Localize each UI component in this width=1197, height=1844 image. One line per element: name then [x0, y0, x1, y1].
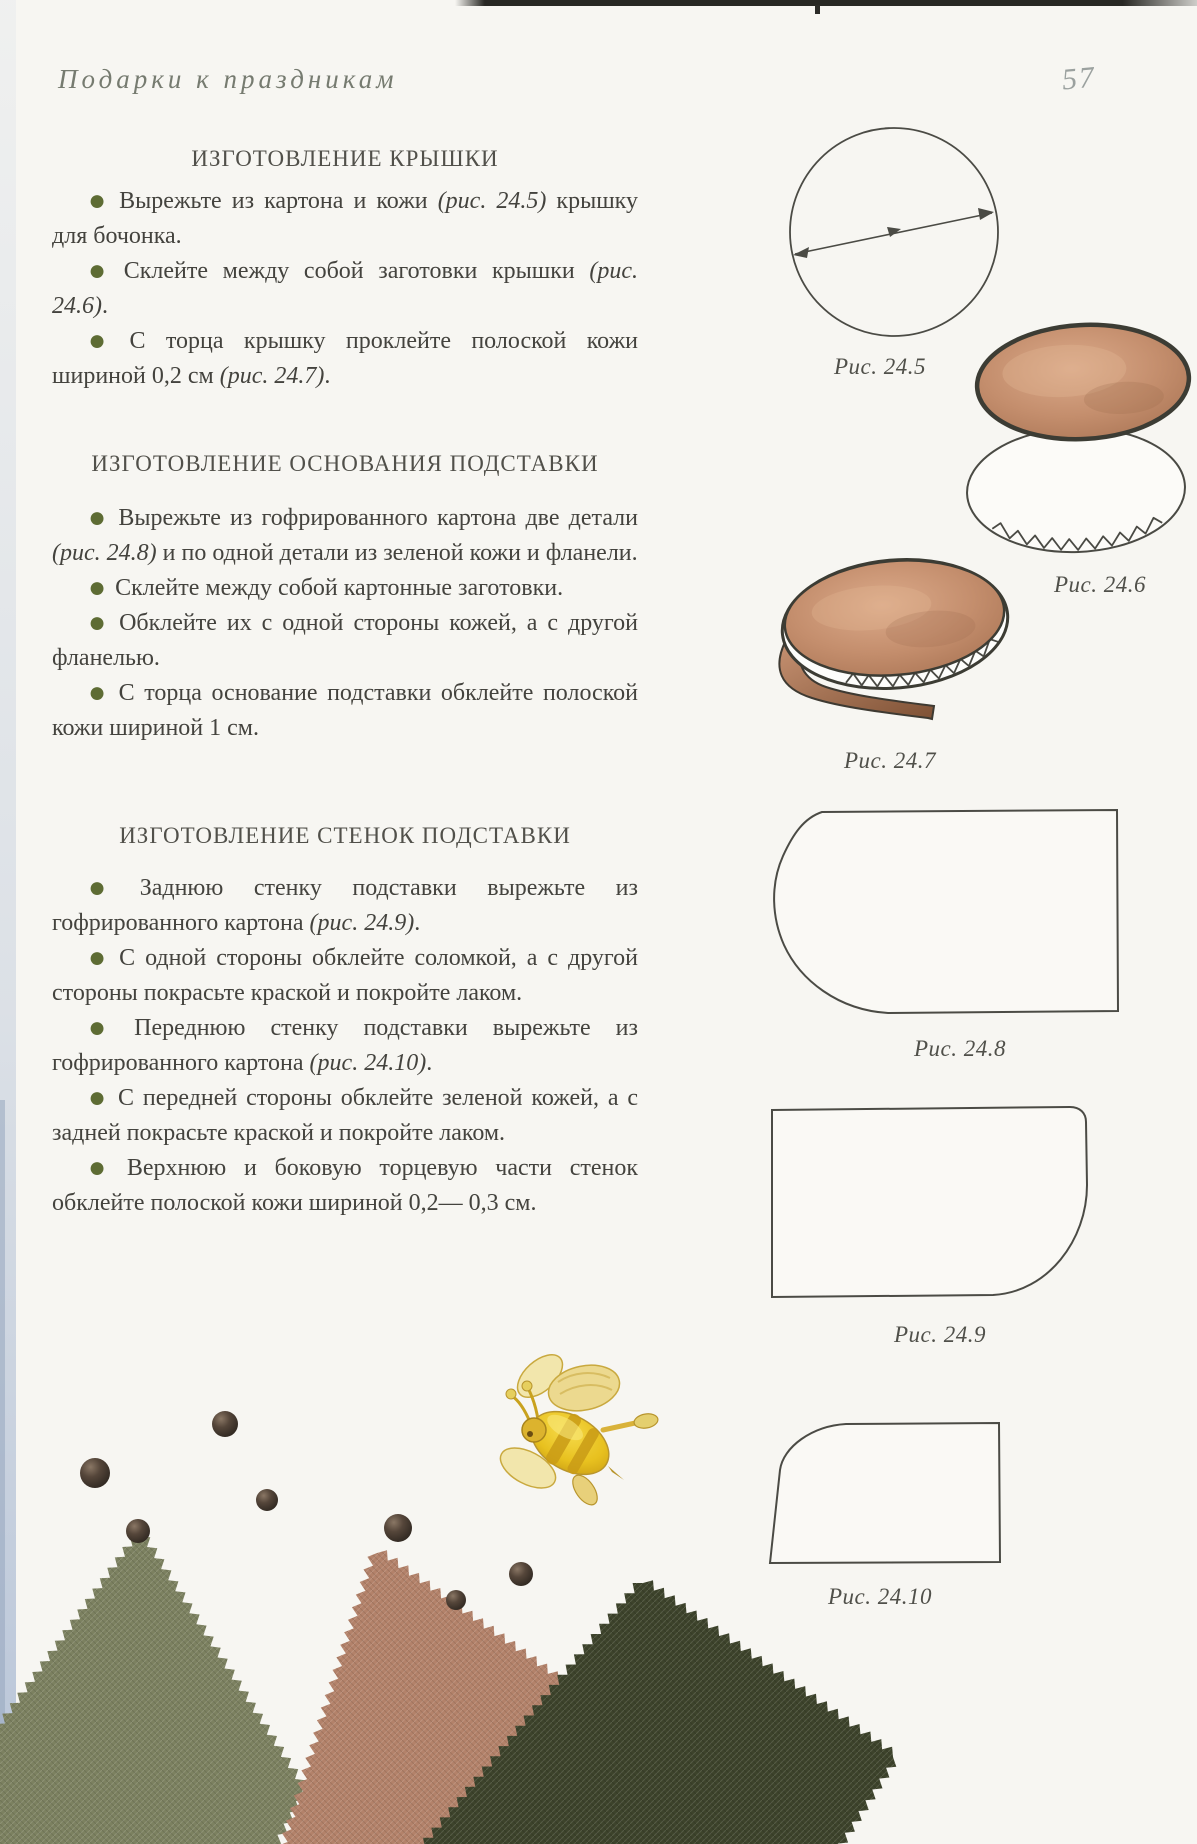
bullet-dot: ● — [88, 501, 110, 534]
olive-fabric-swatch-texture — [0, 1536, 306, 1844]
figure-caption-24-9: Рис. 24.9 — [893, 1322, 986, 1347]
fig-24-7-lid-with-strip — [777, 550, 1013, 719]
bullet-dot: ● — [88, 676, 110, 709]
page-number: 57 — [1060, 60, 1098, 97]
bullet-dot: ● — [88, 871, 131, 904]
bullet-item: ● С торца основание подставки обклейте полоской кожи шириной 1 см. — [52, 676, 638, 741]
bullet-item: ● Вырежьте из гофрированного картона две детали (рис. 24.8) и по одной детали из зеленой кожи и фланели. — [52, 501, 638, 566]
bullet-dot: ● — [88, 1081, 109, 1114]
dark-bead — [256, 1489, 278, 1511]
fig-24-9-back-wall-template — [772, 1107, 1087, 1297]
bullet-dot: ● — [88, 184, 111, 217]
figure-caption-24-5: Рис. 24.5 — [833, 354, 926, 379]
figure-caption-24-6: Рис. 24.6 — [1053, 572, 1146, 597]
bullet-item: ● С одной стороны обклейте соломкой, а с другой стороны покрасьте краской и покройте лаком. — [52, 941, 638, 1006]
bullet-item: ● С передней стороны обклейте зеленой кожей, а с задней покрасьте краской и покройте лаком. — [52, 1081, 638, 1146]
figure-caption-24-7: Рис. 24.7 — [843, 748, 936, 773]
fig-24-8-base-template — [774, 810, 1118, 1013]
bullet-item: ● Переднюю стенку подставки вырежьте из гофрированного картона (рис. 24.10). — [52, 1011, 638, 1076]
bullet-item: ● Заднюю стенку подставки вырежьте из гофрированного картона (рис. 24.9). — [52, 871, 638, 936]
dark-bead — [212, 1411, 238, 1437]
bullet-dot: ● — [88, 606, 111, 639]
bullet-item: ● Вырежьте из картона и кожи (рис. 24.5) крышку для бочонка. — [52, 184, 639, 249]
fig-24-10-front-wall-template — [770, 1423, 1000, 1563]
fig-24-6-lid-blanks — [965, 320, 1192, 556]
dark-bead — [126, 1519, 150, 1543]
fig-24-5-circle-diagram — [790, 128, 998, 336]
bullet-item: ● Обклейте их с одной стороны кожей, а с другой фланелью. — [52, 606, 638, 671]
running-header: Подарки к праздникам — [58, 64, 398, 94]
bullet-item: ● Верхнюю и боковую торцевую части стенок обклейте полоской кожи шириной 0,2— 0,3 см. — [52, 1151, 638, 1216]
dark-bead — [80, 1458, 110, 1488]
figure-caption-24-8: Рис. 24.8 — [913, 1036, 1006, 1061]
bullet-dot: ● — [88, 1151, 118, 1184]
bullet-dot: ● — [88, 254, 115, 287]
dark-bead — [384, 1514, 412, 1542]
bullet-dot: ● — [88, 941, 111, 974]
dark-bead — [446, 1590, 466, 1610]
bullet-dot: ● — [88, 1011, 126, 1044]
section-heading: ИЗГОТОВЛЕНИЕ СТЕНОК ПОДСТАВКИ — [119, 823, 571, 848]
straw-bee-image — [488, 1338, 660, 1520]
section-heading: ИЗГОТОВЛЕНИЕ ОСНОВАНИЯ ПОДСТАВКИ — [91, 451, 599, 476]
dark-bead — [509, 1562, 533, 1586]
bullet-dot: ● — [88, 571, 107, 604]
fabric-swatches — [0, 1536, 896, 1844]
bullet-item: ● Склейте между собой заготовки крышки (рис. 24.6). — [52, 254, 638, 319]
bullet-item: ● Склейте между собой картонные заготовки. — [88, 571, 564, 604]
bullet-item: ● С торца крышку проклейте полоской кожи шириной 0,2 см (рис. 24.7). — [52, 324, 639, 389]
figure-caption-24-10: Рис. 24.10 — [827, 1584, 932, 1609]
section-heading: ИЗГОТОВЛЕНИЕ КРЫШКИ — [191, 146, 499, 171]
bullet-dot: ● — [88, 324, 121, 357]
